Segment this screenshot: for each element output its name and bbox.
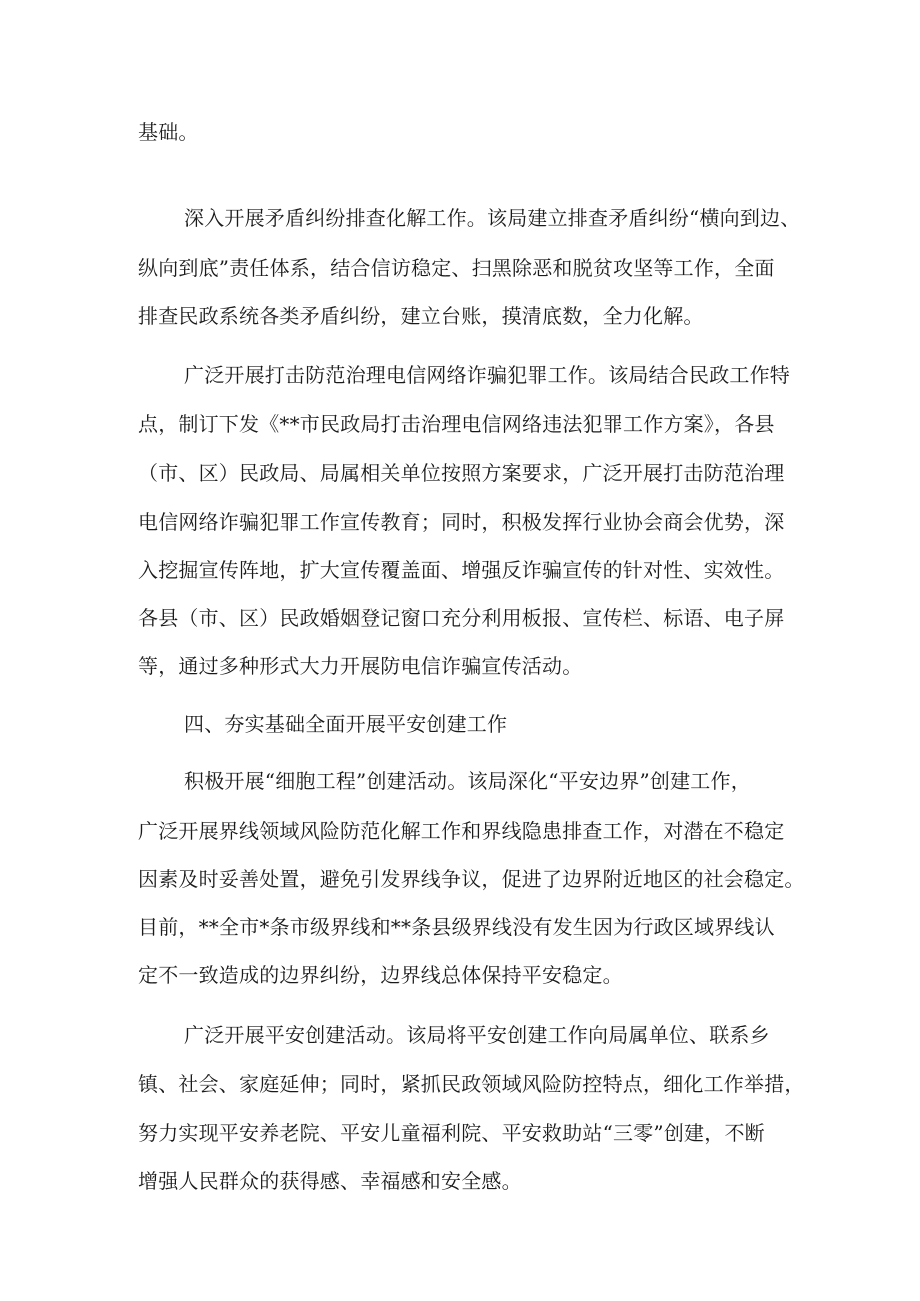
paragraph-line: 排查民政系统各类矛盾纠纷，建立台账，摸清底数，全力化解。: [138, 304, 704, 328]
paragraph-line: 深入开展矛盾纠纷排查化解工作。该局建立排查矛盾纠纷“横向到边、: [184, 206, 801, 230]
paragraph-line: 电信网络诈骗犯罪工作宣传教育；同时，积极发挥行业协会商会优势，深: [138, 510, 785, 534]
paragraph-line: 目前，**全市*条市级界线和**条县级界线没有发生因为行政区域界线认: [138, 915, 775, 939]
paragraph-line: 广泛开展打击防范治理电信网络诈骗犯罪工作。该局结合民政工作特: [184, 363, 790, 387]
paragraph-line: 点，制订下发《**市民政局打击治理电信网络违法犯罪工作方案》，各县: [138, 412, 775, 436]
paragraph-line: 镇、社会、家庭延伸；同时，紧抓民政领域风险防控特点，细化工作举措，: [138, 1072, 805, 1096]
paragraph-line: 因素及时妥善处置，避免引发界线争议，促进了边界附近地区的社会稳定。: [138, 867, 805, 891]
section-heading: 四、夯实基础全面开展平安创建工作: [184, 712, 508, 736]
paragraph-line: 等，通过多种形式大力开展防电信诈骗宣传活动。: [138, 654, 583, 678]
paragraph-line: 定不一致造成的边界纠纷，边界线总体保持平安稳定。: [138, 963, 623, 987]
paragraph-line: 入挖掘宣传阵地，扩大宣传覆盖面、增强反诈骗宣传的针对性、实效性。: [138, 558, 785, 582]
paragraph-line: 纵向到底”责任体系，结合信访稳定、扫黑除恶和脱贫攻坚等工作，全面: [138, 256, 775, 280]
paragraph-line: 广泛开展界线领域风险防范化解工作和界线隐患排查工作，对潜在不稳定: [138, 819, 785, 843]
paragraph-line: 广泛开展平安创建活动。该局将平安创建工作向局属单位、联系乡: [184, 1023, 770, 1047]
paragraph-line: 努力实现平安养老院、平安儿童福利院、平安救助站“三零”创建，不断: [138, 1121, 765, 1145]
paragraph-line: 基础。: [138, 120, 199, 144]
paragraph-line: 增强人民群众的获得感、幸福感和安全感。: [138, 1169, 522, 1193]
paragraph-line: 各县（市、区）民政婚姻登记窗口充分利用板报、宣传栏、标语、电子屏: [138, 606, 785, 630]
paragraph-line: （市、区）民政局、局属相关单位按照方案要求，广泛开展打击防范治理: [138, 461, 785, 485]
paragraph-line: 积极开展“细胞工程”创建活动。该局深化“平安边界”创建工作，: [184, 769, 751, 793]
